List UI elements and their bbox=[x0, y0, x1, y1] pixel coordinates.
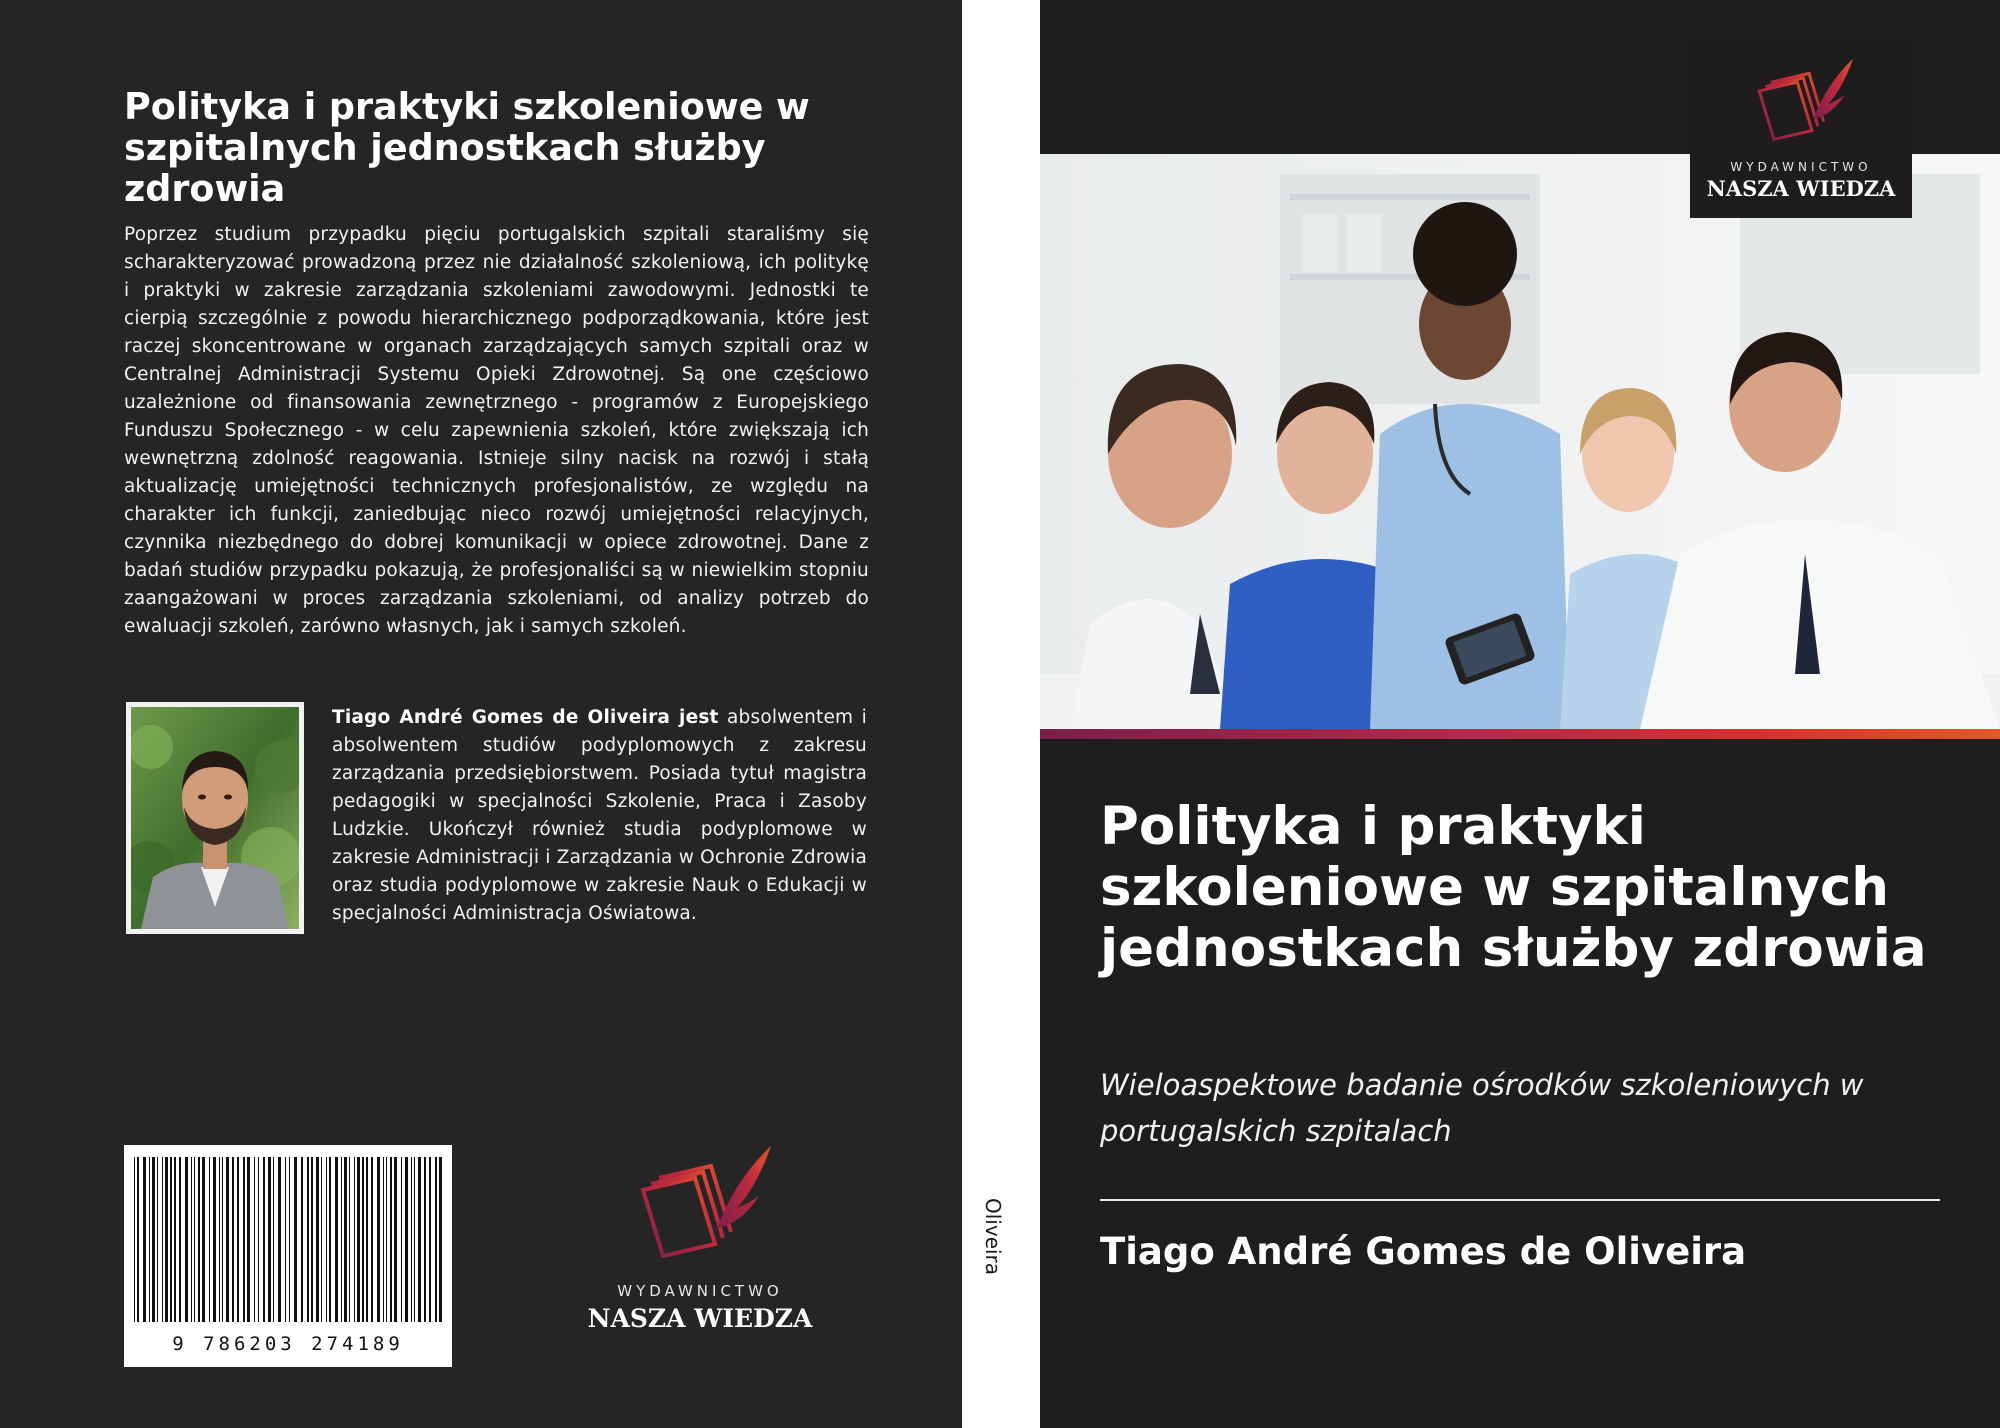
barcode-bar bbox=[247, 1157, 250, 1322]
barcode-bar bbox=[143, 1157, 146, 1322]
publisher-logo-back bbox=[560, 1140, 840, 1333]
back-cover-blurb: Poprzez studium przypadku pięciu portugalskich szpitali staraliśmy się scharakteryzować prowadzoną przez nie działalność szkoleniową, ich politykę i praktyki w zakresie zarządzania szkoleniami zawodowymi. Jednostki te cierpią szczególnie z powodu hierarchicznego podporządkowania, które jest raczej skoncentrowane w organach zarządzających samych szpitali oraz w Centralnej Administracji Systemu Opieki Zdrowotnej. Są one częściowo uzależnione od finansowania zewnętrznego - programów z Europejskiego Funduszu Społecznego - w celu zapewnienia szkoleń, które zwiększają ich wewnętrzną zdolność reagowania. Istnieje silny nacisk na rozwój i stałą aktualizację umiejętności technicznych profesjonalistów, ze względu na charakter ich funkcji, zaniedbując nieco rozwój umiejętności relacyjnych, czynnika niezbędnego do dobrej komunikacji w opiece zdrowotnej. Dane z badań studiów przypadku pokazują, że profesjonaliści są w niewielkim stopniu zaangażowani w proces zarządzania szkoleniami, od analizy potrzeb do ewaluacji szkoleń, zarówno własnych, jak i samych szkoleń. bbox=[124, 224, 869, 637]
barcode-bar bbox=[341, 1157, 342, 1322]
front-cover-author: Tiago André Gomes de Oliveira bbox=[1100, 1230, 1747, 1273]
publisher-label-big: NASZA WIEDZA bbox=[1706, 176, 1896, 201]
barcode-bar bbox=[401, 1157, 402, 1322]
author-bio-lead: Tiago André Gomes de Oliveira jest bbox=[332, 707, 719, 728]
barcode-bar bbox=[202, 1157, 205, 1322]
barcode-bar bbox=[307, 1157, 309, 1322]
barcode-bar bbox=[170, 1157, 172, 1322]
barcode-bar bbox=[222, 1157, 223, 1322]
author-portrait-image bbox=[131, 707, 299, 929]
publisher-logo-front-box bbox=[1690, 40, 1912, 218]
barcode-bar bbox=[377, 1157, 380, 1322]
barcode-bar bbox=[390, 1157, 392, 1322]
barcode-bar bbox=[219, 1157, 220, 1322]
author-bio bbox=[332, 704, 867, 928]
barcode-bar bbox=[366, 1157, 368, 1322]
barcode-bar bbox=[311, 1157, 313, 1322]
barcode-bar bbox=[191, 1157, 192, 1322]
isbn-number: 9 786203 274189 bbox=[172, 1333, 404, 1355]
barcode-bar bbox=[263, 1157, 265, 1322]
publisher-label-small: WYDAWNICTWO bbox=[617, 1282, 783, 1300]
barcode-bar bbox=[289, 1157, 290, 1322]
barcode-bar bbox=[435, 1157, 437, 1322]
author-photo bbox=[126, 702, 304, 934]
barcode-bar bbox=[285, 1157, 286, 1322]
barcode-bar bbox=[174, 1157, 176, 1322]
barcode-bar bbox=[326, 1157, 327, 1322]
barcode-bar bbox=[405, 1157, 408, 1322]
barcode-bar bbox=[209, 1157, 210, 1322]
barcode-bar bbox=[329, 1157, 331, 1322]
barcode-bar bbox=[237, 1157, 239, 1322]
barcode-bar bbox=[429, 1157, 431, 1322]
back-cover bbox=[0, 0, 962, 1428]
cover-photo bbox=[1040, 154, 2000, 729]
barcode-bar bbox=[349, 1157, 350, 1322]
isbn-barcode bbox=[124, 1145, 452, 1367]
barcode-bar bbox=[386, 1157, 387, 1322]
front-cover-subtitle: Wieloaspektowe badanie ośrodków szkoleniowych w portugalskich szpitalach bbox=[1100, 1068, 1864, 1148]
barcode-bar bbox=[383, 1157, 384, 1322]
accent-bar bbox=[1040, 729, 2000, 739]
barcode-bar bbox=[243, 1157, 245, 1322]
barcode-bar bbox=[418, 1157, 421, 1322]
barcode-bar bbox=[254, 1157, 255, 1322]
barcode-bar bbox=[394, 1157, 397, 1322]
publisher-label-big: NASZA WIEDZA bbox=[587, 1304, 813, 1333]
barcode-bar bbox=[179, 1157, 181, 1322]
barcode-bar bbox=[273, 1157, 274, 1322]
author-bio-text: absolwentem i absolwentem studiów podyplomowych z zakresu zarządzania przedsiębiorstwem. Posiada tytuł magistra pedagogiki w specjalności Szkolenie, Praca i Zasoby Ludzkie. Ukończył również studia podyplomowe w zakresie Administracji i Zarządzania w Ochronie Zdrowia oraz studia podyplomowe w zakresie Nauk o Edukacji w specjalności Administracja Oświatowa. bbox=[332, 707, 868, 924]
barcode-bar bbox=[278, 1157, 281, 1322]
barcode-bar bbox=[335, 1157, 338, 1322]
barcode-bar bbox=[226, 1157, 229, 1322]
barcode-bar bbox=[439, 1157, 442, 1322]
barcode-bar bbox=[414, 1157, 415, 1322]
barcode-bar bbox=[162, 1157, 163, 1322]
barcode-bar bbox=[134, 1157, 135, 1322]
barcode-bar bbox=[194, 1157, 195, 1322]
front-cover-divider bbox=[1100, 1199, 1940, 1201]
barcode-bar bbox=[152, 1157, 155, 1322]
publisher-logo-front bbox=[1690, 52, 1912, 201]
barcode-bar bbox=[258, 1157, 259, 1322]
book-quill-logo-icon bbox=[1746, 52, 1856, 152]
barcode-bar bbox=[411, 1157, 412, 1322]
barcode-bar bbox=[137, 1157, 139, 1322]
barcode-bar bbox=[357, 1157, 360, 1322]
barcode-bar bbox=[344, 1157, 347, 1322]
barcode-bar bbox=[157, 1157, 158, 1322]
barcode-bar bbox=[424, 1157, 426, 1322]
barcode-bar bbox=[198, 1157, 200, 1322]
barcode-bar bbox=[321, 1157, 322, 1322]
barcode-bar bbox=[185, 1157, 188, 1322]
barcode-bar bbox=[294, 1157, 297, 1322]
barcode-bar bbox=[316, 1157, 319, 1322]
barcode-bar bbox=[268, 1157, 271, 1322]
barcode-bar bbox=[371, 1157, 373, 1322]
barcode-bar bbox=[354, 1157, 355, 1322]
spine-author: Oliveira bbox=[981, 1198, 1005, 1276]
barcode-bar bbox=[165, 1157, 168, 1322]
front-cover-title: Polityka i praktyki szkoleniowe w szpitalnych jednostkach służby zdrowia bbox=[1100, 796, 1927, 979]
back-cover-title: Polityka i praktyki szkoleniowe w szpitalnych jednostkach służby zdrowia bbox=[124, 85, 810, 210]
barcode-bar bbox=[362, 1157, 364, 1322]
book-quill-logo-icon bbox=[625, 1140, 775, 1270]
barcode-bar bbox=[149, 1157, 150, 1322]
barcode-bar bbox=[301, 1157, 303, 1322]
barcode-bar bbox=[213, 1157, 216, 1322]
medical-team-photo-image bbox=[1040, 154, 2000, 729]
barcode-bar bbox=[232, 1157, 234, 1322]
publisher-label-small: WYDAWNICTWO bbox=[1730, 160, 1872, 174]
